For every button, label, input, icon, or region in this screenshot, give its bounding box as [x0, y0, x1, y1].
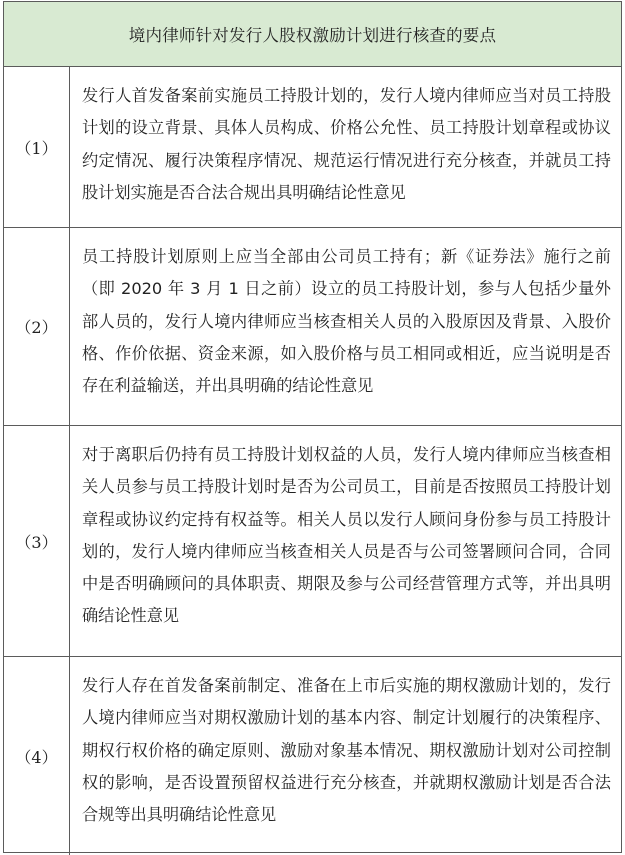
table-title: 境内律师针对发行人股权激励计划进行核查的要点 [4, 2, 621, 67]
row-text: 对于离职后仍持有员工持股计划权益的人员，发行人境内律师应当核查相关人员参与员工持股计划时是否为公司员工，目前是否按照员工持股计划章程或协议约定持有权益等。相关人员以发行人顾问身份参与员工持股计划的，发行人境内律师应当核查相关人员是否与公司签署顾问合同，合同中是否明确顾问的具体职责、期限及参与公司经营管理方式等，并出具明确结论性意见 [82, 445, 611, 626]
row-index: （2） [4, 228, 70, 425]
row-text: 发行人首发备案前实施员工持股计划的，发行人境内律师应当对员工持股计划的设立背景、具体人员构成、价格公允性、员工持股计划章程或协议约定情况、履行决策程序情况、规范运行情况进行充分核查，并就员工持股计划实施是否合法合规出具明确结论性意见 [82, 86, 611, 202]
verification-points-table [3, 1, 622, 853]
table-row [4, 426, 621, 657]
table-row [4, 657, 621, 855]
table-row [4, 67, 621, 228]
row-index: （1） [4, 67, 70, 227]
row-index: （3） [4, 426, 70, 656]
table-row [4, 228, 621, 426]
row-index: （4） [4, 657, 70, 855]
row-text: 发行人存在首发备案前制定、准备在上市后实施的期权激励计划的，发行人境内律师应当对期权激励计划的基本内容、制定计划履行的决策程序、期权行权价格的确定原则、激励对象基本情况、期权激励计划对公司控制权的影响，是否设置预留权益进行充分核查，并就期权激励计划是否合法合规等出具明确结论性意见 [82, 676, 611, 825]
row-text: 员工持股计划原则上应当全部由公司员工持有；新《证券法》施行之前（即 2020 年 3 月 1 日之前）设立的员工持股计划，参与人包括少量外部人员的，发行人境内律师应当核查相关人员的入股原因及背景、入股价格、作价依据、资金来源，如入股价格与员工相同或相近，应当说明是否存在利益输送，并出具明确的结论性意见 [82, 247, 611, 396]
